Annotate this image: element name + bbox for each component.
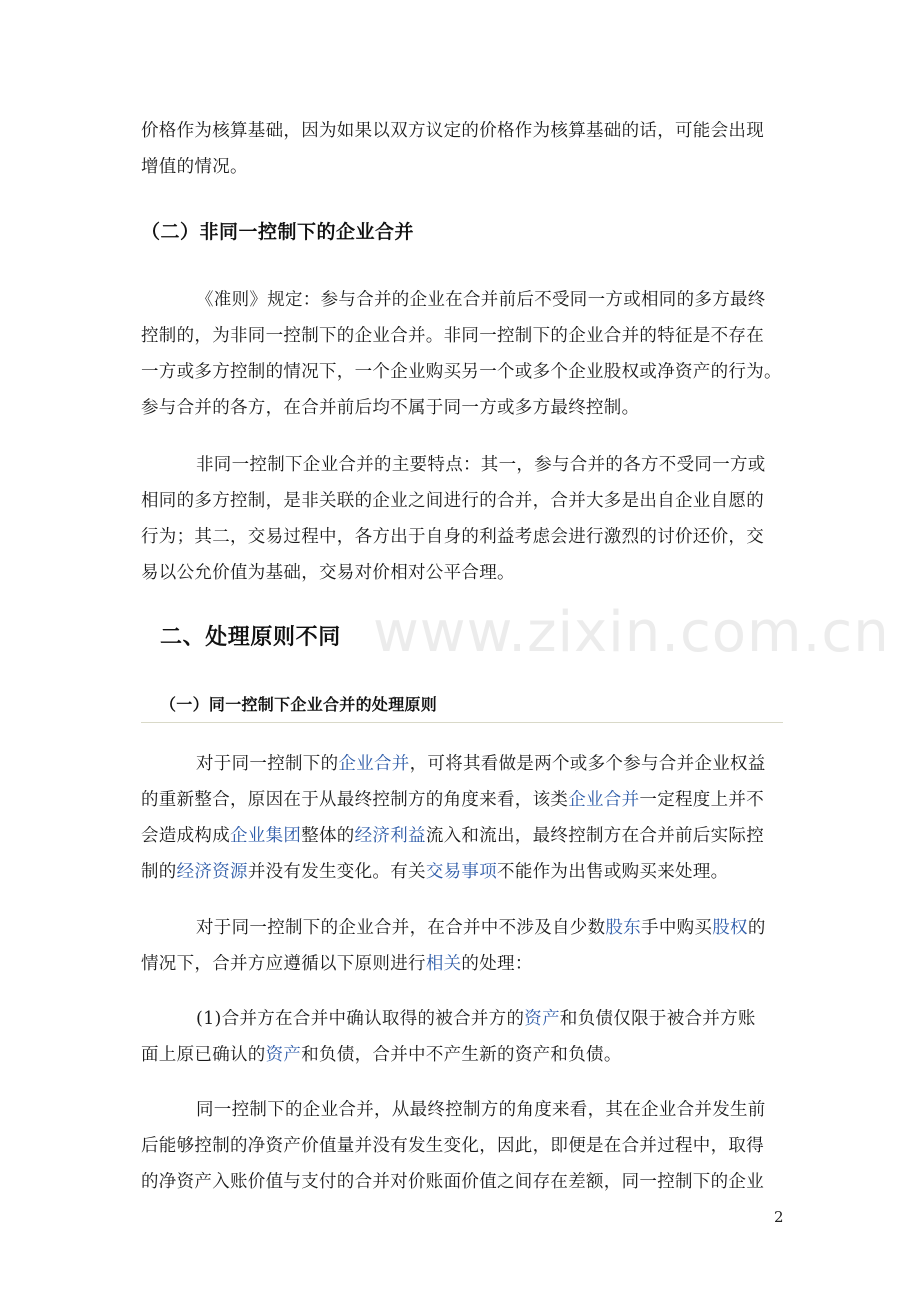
text-line bbox=[141, 914, 766, 939]
divider bbox=[141, 722, 783, 723]
link-assets[interactable]: 资产 bbox=[265, 1045, 302, 1065]
text: 和负债仅限于被合并方账 bbox=[559, 1009, 756, 1029]
text: 情况下，合并方应遵循以下原则进行 bbox=[141, 954, 426, 974]
link-shareholder[interactable]: 股东 bbox=[605, 918, 642, 938]
text-line bbox=[141, 858, 728, 883]
watermark: www.zixin.com.cn bbox=[373, 600, 890, 665]
text: 不能作为出售或购买来处理。 bbox=[497, 862, 729, 882]
link-economic-benefit[interactable]: 经济利益 bbox=[354, 826, 426, 846]
link-equity[interactable]: 股权 bbox=[712, 918, 748, 938]
text-line: 价格作为核算基础，因为如果以双方议定的价格作为核算基础的话，可能会出现 bbox=[141, 121, 764, 141]
text-line: 的净资产入账价值与支付的合并对价账面价值之间存在差额，同一控制下的企业 bbox=[141, 1172, 764, 1192]
text-line: 同一控制下的企业合并，从最终控制方的角度来看，其在企业合并发生前 bbox=[196, 1100, 766, 1120]
text: 并没有发生变化。有关 bbox=[247, 862, 426, 882]
text: 的 bbox=[747, 918, 766, 938]
text-line bbox=[141, 750, 766, 775]
text: 的重新整合，原因在于从最终控制方的角度来看，该类 bbox=[141, 790, 569, 810]
text: 会造成构成 bbox=[141, 826, 230, 846]
link-related[interactable]: 相关 bbox=[425, 954, 462, 974]
text: (1)合并方在合并中确认取得的被合并方的 bbox=[196, 1009, 525, 1029]
subsection-heading: （二）非同一控制下的企业合并 bbox=[141, 221, 415, 243]
text-line: 易以公允价值为基础，交易对价相对公平合理。 bbox=[141, 563, 515, 583]
text: 制的 bbox=[141, 862, 177, 882]
text-line bbox=[141, 822, 764, 847]
text: 整体的 bbox=[301, 826, 355, 846]
subsection-heading: （一）同一控制下企业合并的处理原则 bbox=[160, 695, 438, 714]
text-line: 行为；其二，交易过程中，各方出于自身的利益考虑会进行激烈的讨价还价，交 bbox=[141, 527, 764, 547]
link-economic-resources[interactable]: 经济资源 bbox=[176, 862, 248, 882]
text-line bbox=[141, 1005, 756, 1030]
text: 对于同一控制下的企业合并，在合并中不涉及自少数 bbox=[196, 918, 606, 938]
text: 和负债，合并中不产生新的资产和负债。 bbox=[301, 1045, 622, 1065]
text-line: 增值的情况。 bbox=[141, 157, 248, 177]
text-line: 一方或多方控制的情况下，一个企业购买另一个或多个企业股权或净资产的行为。 bbox=[141, 362, 782, 382]
section-title: 二、处理原则不同 bbox=[160, 625, 341, 650]
text: ，可将其看做是两个或多个参与合并企业权益 bbox=[409, 754, 766, 774]
text-line: 控制的，为非同一控制下的企业合并。非同一控制下的企业合并的特征是不存在 bbox=[141, 326, 764, 346]
text: 手中购买 bbox=[641, 918, 713, 938]
link-enterprise-merger[interactable]: 企业合并 bbox=[568, 790, 640, 810]
text-line: 相同的多方控制，是非关联的企业之间进行的合并，合并大多是出自企业自愿的 bbox=[141, 491, 764, 511]
text-line: 非同一控制下企业合并的主要特点：其一，参与合并的各方不受同一方或 bbox=[196, 455, 766, 475]
text-line bbox=[141, 950, 533, 975]
text: 一定程度上并不 bbox=[639, 790, 765, 810]
text-line: 《准则》规定：参与合并的企业在合并前后不受同一方或相同的多方最终 bbox=[196, 290, 766, 310]
text-line: 参与合并的各方，在合并前后均不属于同一方或多方最终控制。 bbox=[141, 398, 640, 418]
text-line bbox=[141, 1041, 622, 1066]
text-line: 后能够控制的净资产价值量并没有发生变化，因此，即便是在合并过程中，取得 bbox=[141, 1136, 764, 1156]
text: 面上原已确认的 bbox=[141, 1045, 266, 1065]
link-assets[interactable]: 资产 bbox=[524, 1009, 560, 1029]
page-number: 2 bbox=[774, 1208, 784, 1226]
text: 流入和流出，最终控制方在合并前后实际控 bbox=[425, 826, 765, 846]
link-enterprise-merger[interactable]: 企业合并 bbox=[338, 754, 410, 774]
text: 的处理： bbox=[461, 954, 533, 974]
link-enterprise-group[interactable]: 企业集团 bbox=[230, 826, 302, 846]
text-line bbox=[141, 786, 764, 811]
text: 对于同一控制下的 bbox=[196, 754, 339, 774]
link-transaction-matters[interactable]: 交易事项 bbox=[425, 862, 498, 882]
